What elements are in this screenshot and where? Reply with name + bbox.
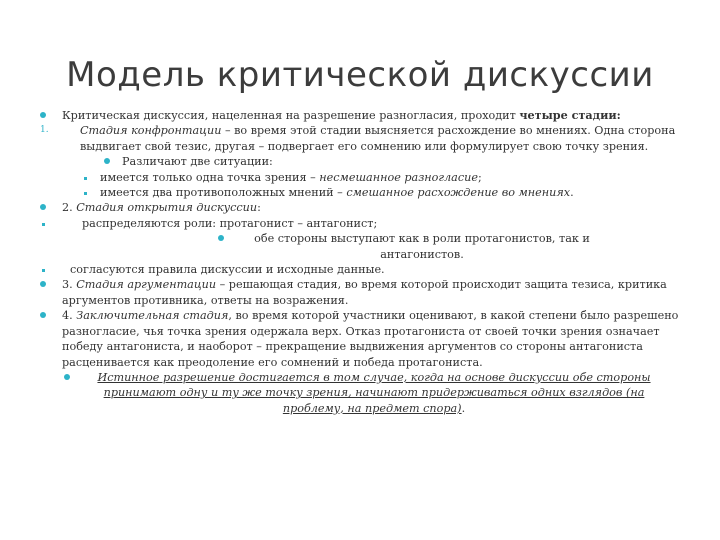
item-text: ; — [477, 170, 482, 184]
list-item — [40, 231, 680, 262]
bullet-icon — [104, 154, 110, 169]
item-text: . — [461, 401, 466, 415]
bullet-icon — [40, 200, 46, 215]
list-item — [40, 308, 680, 370]
item-text: 2. — [62, 201, 77, 215]
item-italic: Заключительная стадия — [76, 309, 229, 323]
bullet-square-icon — [84, 170, 87, 185]
item-italic: Стадия открытия дискуссии — [76, 201, 258, 215]
item-text: , во время которой участники оценивают, в какой степени было разрешено разногласие, чья точка зрения одержала верх. Отказ протагониста от своей точки зрения означает победу антагониста, и наоборот – прекращение выдвижения аргументов со стороны антагониста расценивается как преодоление его сомнений и победа протагониста. — [62, 309, 679, 369]
bullet-icon — [218, 231, 224, 246]
item-italic: Стадия конфронтации — [80, 124, 222, 138]
item-text: . — [570, 186, 574, 200]
item-text: распределяются роли: протагонист – антагонист; — [82, 216, 378, 230]
item-bold: четыре стадии: — [519, 108, 621, 122]
slide-title: Модель критической дискуссии — [66, 55, 654, 95]
item-text: 4. — [62, 309, 77, 323]
list-item — [40, 216, 680, 231]
item-text: – во время этой стадии выясняется расхождение во мнениях. Одна сторона выдвигает свой тезис, другая – подвергает его сомнению или формулирует свою точку зрения. — [80, 124, 676, 153]
item-text: имеется два противоположных мнений – — [100, 186, 347, 200]
list-item — [40, 370, 680, 416]
list-item — [40, 185, 680, 200]
item-text: имеется только одна точка зрения – — [100, 170, 320, 184]
item-italic: смешанное расхождение во мнениях — [346, 186, 571, 200]
list-item — [40, 200, 680, 215]
list-item — [40, 262, 680, 277]
list-item — [40, 277, 680, 308]
bullet-icon — [40, 277, 46, 292]
number-marker: 1. — [40, 125, 49, 136]
slide-content — [40, 108, 680, 416]
item-text: обе стороны выступают как в роли протагонистов, так и антагонистов. — [254, 232, 590, 261]
item-text: : — [257, 201, 261, 215]
item-text: Различают две ситуации: — [122, 155, 273, 169]
list-item — [40, 154, 680, 169]
bullet-icon — [64, 370, 70, 385]
bullet-square-icon — [42, 262, 45, 277]
list-item — [40, 123, 680, 154]
item-text: Критическая дискуссия, нацеленная на разрешение разногласия, проходит — [62, 109, 520, 122]
bullet-icon — [40, 108, 46, 123]
item-italic: Стадия аргументации — [76, 278, 217, 292]
bullet-square-icon — [42, 216, 45, 231]
item-italic: несмешанное разногласие — [319, 170, 478, 184]
item-text: 3. — [62, 278, 77, 292]
list-item — [40, 108, 680, 123]
item-italic-underlined: Истинное разрешение достигается в том случае, когда на основе дискуссии обе стороны принимают одну и ту же точку зрения, начинают придерживаться одних взглядов (на проблему, на предмет спора) — [97, 370, 651, 415]
bullet-square-icon — [84, 185, 87, 200]
list-item — [40, 170, 680, 185]
item-text: – решающая стадия, во время которой происходит защита тезиса, критика аргументов противника, ответы на возражения. — [62, 278, 667, 307]
bullet-icon — [40, 308, 46, 323]
item-text: согласуются правила дискуссии и исходные данные. — [70, 263, 385, 277]
